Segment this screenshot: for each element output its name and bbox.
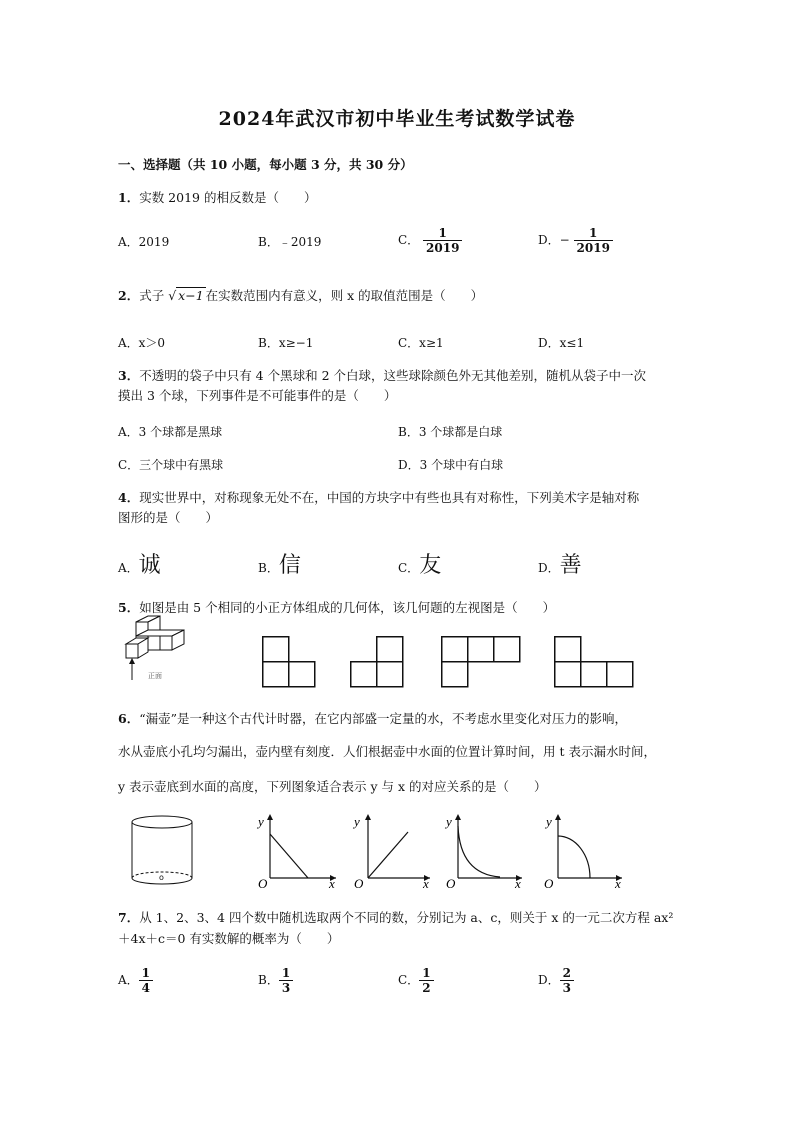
option-character: 信 [278, 553, 301, 578]
page-title: 2024年武汉市初中毕业生考试数学试卷 [218, 108, 576, 130]
option-label: C． [398, 233, 420, 247]
question-5: 5．如图是由 5 个相同的小正方体组成的几何体，该几何题的左视图是（ ） [118, 600, 556, 615]
q1-option-c[interactable] [398, 226, 462, 255]
q4-option-d[interactable]: D．善 [538, 553, 582, 578]
question-number: 4． [118, 490, 140, 505]
q5-option-c-figure[interactable] [441, 636, 521, 690]
option-character: 善 [559, 553, 582, 578]
question-3: 3．不透明的袋子中只有 4 个黑球和 2 个白球，这些球除颜色外无其他差别，随机从袋子中一次 [118, 368, 647, 383]
q2-option-c[interactable]: C．x≥1 [398, 336, 444, 350]
question-7-line2: ＋4x＋c＝0 有实数解的概率为（ ） [118, 931, 340, 946]
svg-text:x: x [423, 876, 429, 891]
q3-option-b[interactable]: B．3 个球都是白球 [398, 425, 503, 439]
q6-option-a-graph[interactable] [258, 812, 338, 891]
question-number: 1． [118, 190, 140, 205]
question-6-line3: y 表示壶底到水面的高度，下列图象适合表示 y 与 x 的对应关系的是（ ） [118, 779, 547, 794]
q5-option-d-figure[interactable] [554, 636, 634, 690]
q1-option-d[interactable] [538, 226, 613, 255]
q4-option-b[interactable]: B．信 [258, 553, 301, 578]
option-label: D． [538, 233, 560, 247]
cylinder-figure [130, 814, 194, 888]
svg-text:y: y [546, 814, 552, 829]
q4-option-a[interactable]: A．诚 [118, 553, 161, 578]
q5-option-a-figure[interactable] [262, 636, 316, 690]
sqrt-expression: √ x−1 [168, 288, 204, 303]
fraction: $\frac{1}{4}$ [139, 966, 153, 995]
q6-option-b-graph[interactable] [352, 812, 432, 891]
q2-option-b[interactable]: B．x≥−1 [258, 336, 314, 350]
question-number: 2． [118, 288, 140, 303]
q5-option-b-figure[interactable] [350, 636, 404, 690]
question-6: 6．“漏壶”是一种这个古代计时器，在它内部盛一定量的水，不考虑水里变化对压力的影响， [118, 711, 627, 726]
q3-option-c[interactable]: C．三个球中有黑球 [118, 458, 224, 472]
q7-option-b[interactable]: B． $\frac{1}{3}$ [258, 966, 293, 995]
fraction: $\frac{1}{2019}$ [423, 226, 462, 255]
fraction: $\frac{1}{2019}$ [574, 226, 613, 255]
svg-text:x: x [329, 876, 335, 891]
q4-option-c[interactable]: C．友 [398, 553, 442, 578]
svg-text:y: y [354, 814, 360, 829]
question-4: 4．现实世界中，对称现象无处不在，中国的方块字中有些也具有对称性，下列美术字是轴对称 [118, 490, 640, 505]
svg-text:x: x [615, 876, 621, 891]
svg-text:y: y [258, 814, 264, 829]
question-7: 7．从 1、2、3、4 四个数中随机选取两个不同的数，分别记为 a、c，则关于 x 的一元二次方程 ax² [118, 910, 674, 925]
question-6-line2: 水从壶底小孔均匀漏出，壶内壁有刻度．人们根据壶中水面的位置计算时间，用 t 表示漏水时间， [118, 744, 656, 759]
question-number: 5． [118, 600, 140, 615]
svg-text:O: O [446, 876, 456, 891]
q1-option-b[interactable]: B．﹣2019 [258, 235, 322, 249]
option-character: 友 [419, 553, 442, 578]
q2-option-d[interactable]: D．x≤1 [538, 336, 585, 350]
svg-text:O: O [354, 876, 364, 891]
q7-option-c[interactable]: C． $\frac{1}{2}$ [398, 966, 434, 995]
svg-text:y: y [446, 814, 452, 829]
q3-option-a[interactable]: A．3 个球都是黑球 [118, 425, 223, 439]
question-4-line2: 图形的是（ ） [118, 510, 219, 525]
fraction: $\frac{1}{2}$ [419, 966, 433, 995]
question-text: 实数 2019 的相反数是（ ） [139, 190, 317, 205]
question-number: 7． [118, 910, 140, 925]
q7-option-d[interactable]: D． $\frac{2}{3}$ [538, 966, 574, 995]
option-character: 诚 [138, 553, 161, 578]
svg-text:x: x [515, 876, 521, 891]
hole-label: o [159, 873, 164, 882]
q6-option-d-graph[interactable] [544, 812, 626, 891]
question-1 [118, 190, 316, 206]
question-number: 3． [118, 368, 140, 383]
question-number: 6． [118, 711, 140, 726]
cube-figure [118, 614, 198, 686]
svg-text:O: O [258, 876, 268, 891]
q3-option-d[interactable]: D．3 个球中有白球 [398, 458, 504, 472]
question-3-line2: 摸出 3 个球，下列事件是不可能事件的是（ ） [118, 388, 397, 403]
front-label: 正面 [148, 672, 162, 680]
question-2: 2．式子 √ x−1 在实数范围内有意义，则 x 的取值范围是（ ） [118, 288, 484, 303]
q1-option-a[interactable]: A．2019 [118, 235, 170, 249]
section-heading: 一、选择题（共 10 小题，每小题 3 分，共 30 分） [118, 157, 413, 172]
q6-option-c-graph[interactable] [444, 812, 524, 891]
q7-option-a[interactable]: A． $\frac{1}{4}$ [118, 966, 153, 995]
fraction: $\frac{2}{3}$ [560, 966, 574, 995]
fraction: $\frac{1}{3}$ [279, 966, 293, 995]
q2-option-a[interactable]: A．x＞0 [118, 336, 166, 350]
minus-sign: − [559, 233, 570, 247]
svg-text:O: O [544, 876, 554, 891]
